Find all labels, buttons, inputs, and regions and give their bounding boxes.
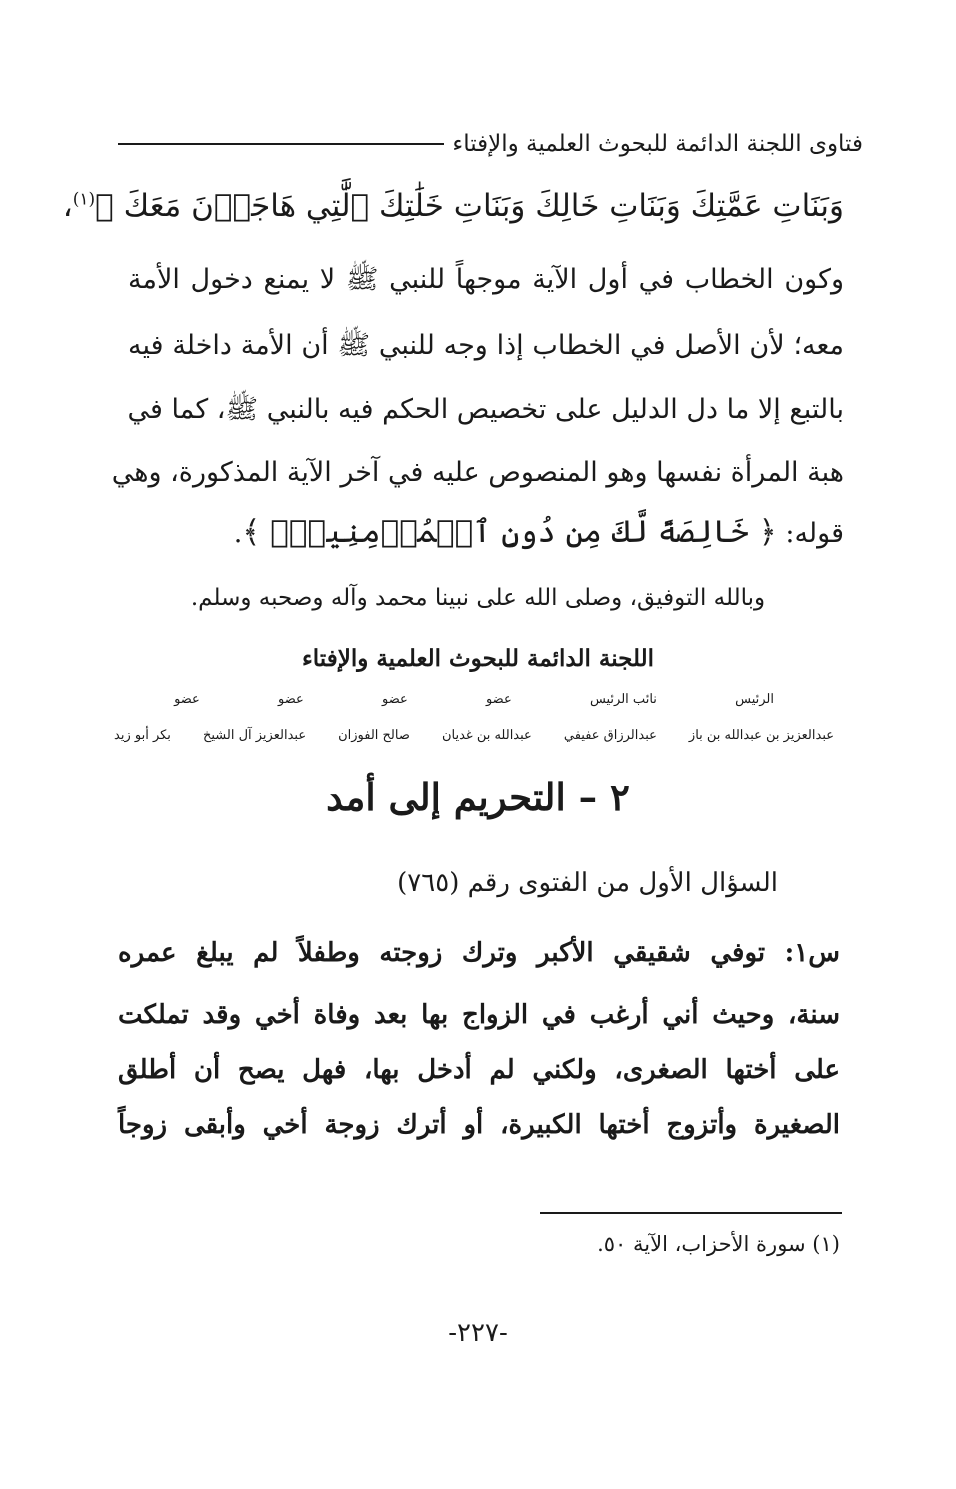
question-reference: السؤال الأول من الفتوى رقم (٧٦٥) [397, 868, 778, 898]
verse-text: وَبَنَاتِ عَمَّتِكَ وَبَنَاتِ خَالِكَ وَبَنَاتِ خَلَٰتِكَ ٱلَّٰتِي هَاجَرۡنَ مَعَكَ ﴾ [95, 188, 844, 224]
body-line-2: معه؛ لأن الأصل في الخطاب إذا وجه للنبي ﷺ أن الأمة داخلة فيه [128, 330, 844, 361]
role-label: الرئيس [735, 692, 774, 707]
question-line-2: سنة، وحيث أني أرغب في الزواج بها بعد وفاة أخي وقد تملكت [118, 1000, 840, 1030]
quoted-verse: ﴿ خَالِصَةً لَّكَ مِن دُونِ ٱلۡمُؤۡمِنِينَۗ ﴾ [242, 514, 777, 550]
body-line-5 [128, 514, 844, 550]
role-label: عضو [382, 692, 408, 707]
sentence-end: . [233, 518, 243, 549]
verse-line-punctuation: ، [62, 188, 73, 224]
footnote-separator [540, 1212, 842, 1214]
verse-line [62, 188, 844, 224]
section-heading: ٢ – التحريم إلى أمد [326, 775, 630, 819]
footnote: (١) سورة الأحزاب، الآية ٥٠. [597, 1232, 840, 1256]
body-line-1: وكون الخطاب في أول الآية موجهاً للنبي ﷺ لا يمنع دخول الأمة [128, 264, 844, 295]
member-name: عبدالعزيز آل الشيخ [202, 728, 307, 743]
member-name: عبدالعزيز بن عبدالله بن باز [688, 728, 834, 743]
question-line-4: الصغيرة وأتزوج أختها الكبيرة، أو أترك زوجة أخي وأبقى زوجاً [118, 1110, 840, 1140]
member-name: بكر أبو زيد [114, 728, 171, 743]
header-rule [118, 143, 444, 145]
role-label: نائب الرئيس [589, 692, 657, 707]
footnote-reference[interactable]: (١) [72, 189, 96, 210]
page-number: -٢٢٧- [448, 1318, 508, 1348]
question-line-1: س١: توفي شقيقي الأكبر وترك زوجته وطفلاً لم يبلغ عمره [118, 938, 840, 968]
committee-roles [114, 692, 834, 707]
member-name: عبدالله بن غديان [441, 728, 532, 743]
member-name: عبدالرزاق عفيفي [563, 728, 657, 743]
closing-line: وبالله التوفيق، وصلى الله على نبينا محمد وآله وصحبه وسلم. [190, 585, 766, 611]
role-label: عضو [174, 692, 200, 707]
body-line-3: بالتبع إلا ما دل الدليل على تخصيص الحكم فيه بالنبي ﷺ، كما في [127, 394, 844, 425]
committee-name: اللجنة الدائمة للبحوث العلمية والإفتاء [301, 645, 655, 672]
role-label: عضو [278, 692, 304, 707]
quote-intro: قوله: [785, 518, 844, 549]
member-name: صالح الفوزان [338, 728, 410, 743]
committee-members [114, 728, 834, 743]
header-title: فتاوى اللجنة الدائمة للبحوث العلمية والإفتاء [452, 131, 863, 157]
question-line-3: على أختها الصغرى، ولكني لم أدخل بها، فهل يصح أن أطلق [118, 1055, 840, 1085]
running-header [118, 122, 863, 166]
role-label: عضو [485, 692, 512, 707]
body-line-4: هبة المرأة نفسها وهو المنصوص عليه في آخر الآية المذكورة، وهي [111, 457, 844, 488]
